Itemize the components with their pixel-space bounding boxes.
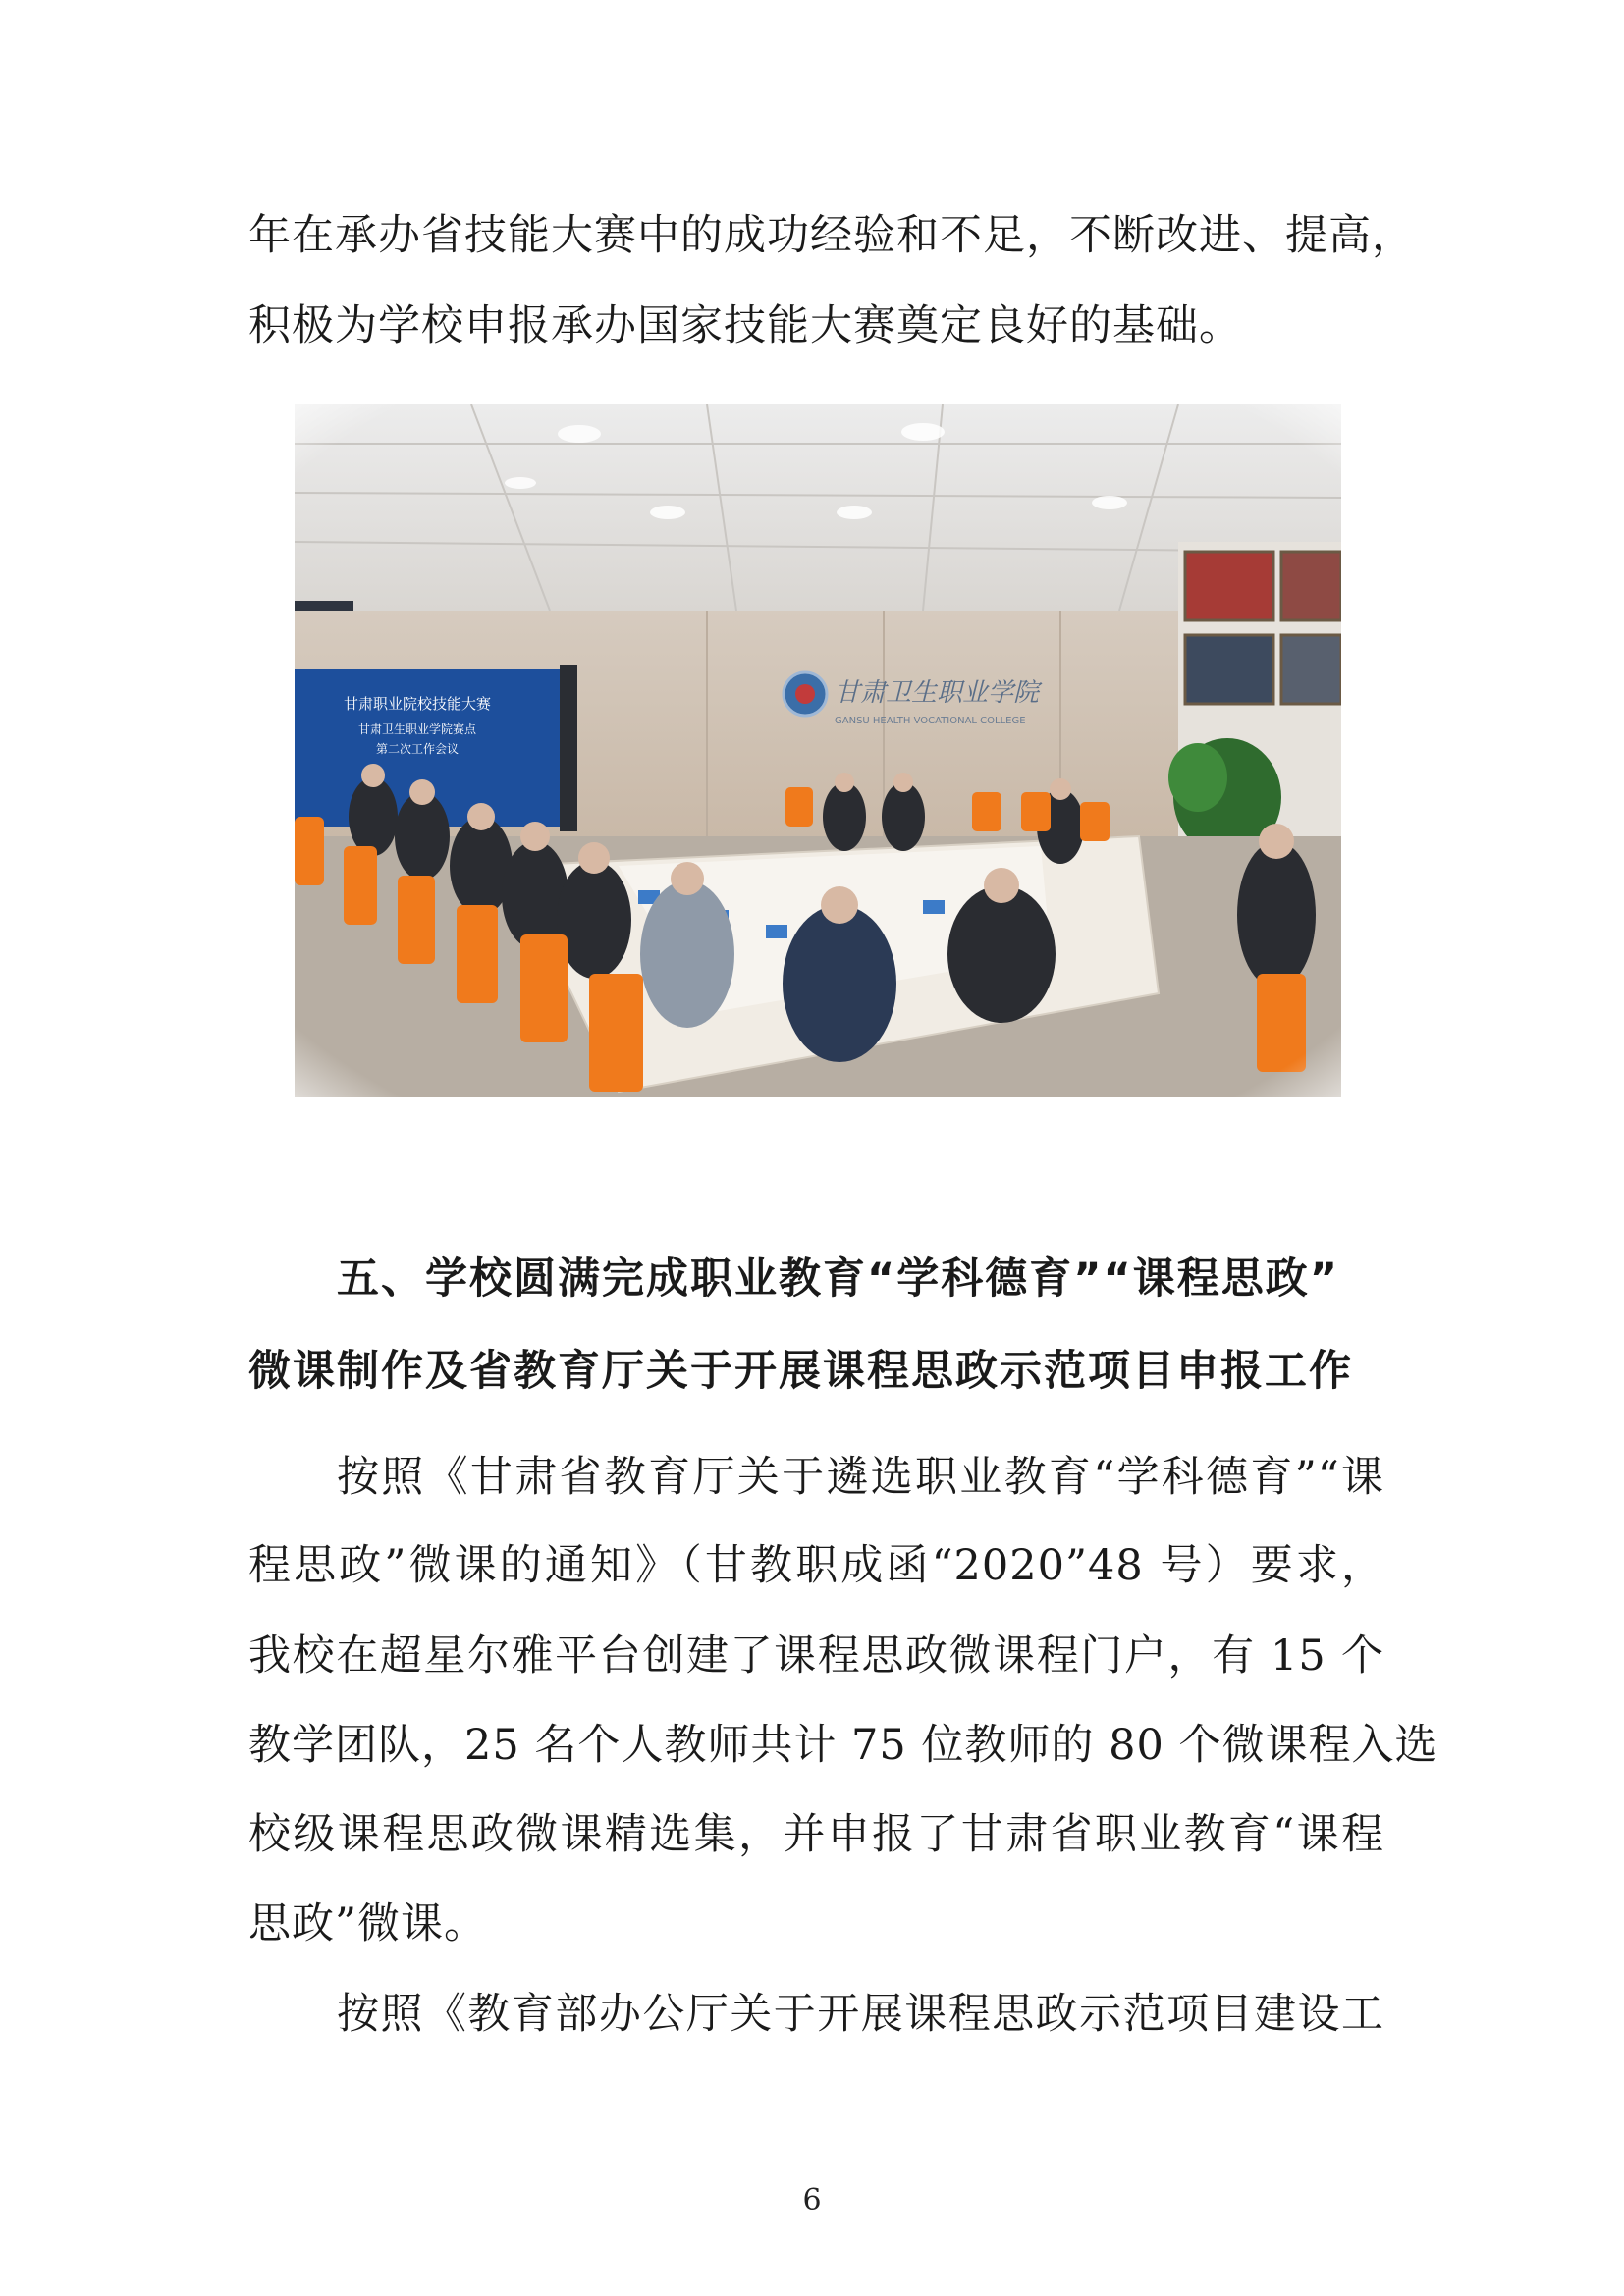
body-text-line: 校级课程思政微课精选集，并申报了甘肃省职业教育“课程 — [248, 1810, 1384, 1859]
meeting-photo — [295, 404, 1341, 1097]
page-number: 6 — [802, 2183, 822, 2217]
body-text-line: 程思政”微课的通知》（甘教职成函“2020”48 号）要求， — [248, 1541, 1384, 1590]
section-heading: 微课制作及省教育厅关于开展课程思政示范项目申报工作 — [248, 1347, 1353, 1396]
body-text-line: 教学团队，25 名个人教师共计 75 位教师的 80 个微课程入选 — [248, 1721, 1438, 1770]
body-text-line: 积极为学校申报承办国家技能大赛奠定良好的基础。 — [248, 301, 1242, 350]
body-text-line: 按照《教育部办公厅关于开展课程思政示范项目建设工 — [337, 1990, 1384, 2039]
body-text-line: 按照《甘肃省教育厅关于遴选职业教育“学科德育”“课 — [337, 1453, 1384, 1502]
body-text-line: 年在承办省技能大赛中的成功经验和不足，不断改进、提高， — [248, 211, 1415, 260]
section-heading: 五、学校圆满完成职业教育“学科德育”“课程思政” — [337, 1255, 1340, 1304]
body-text-line: 思政”微课。 — [248, 1899, 487, 1949]
body-text-line: 我校在超星尔雅平台创建了课程思政微课程门户，有 15 个 — [248, 1631, 1384, 1681]
